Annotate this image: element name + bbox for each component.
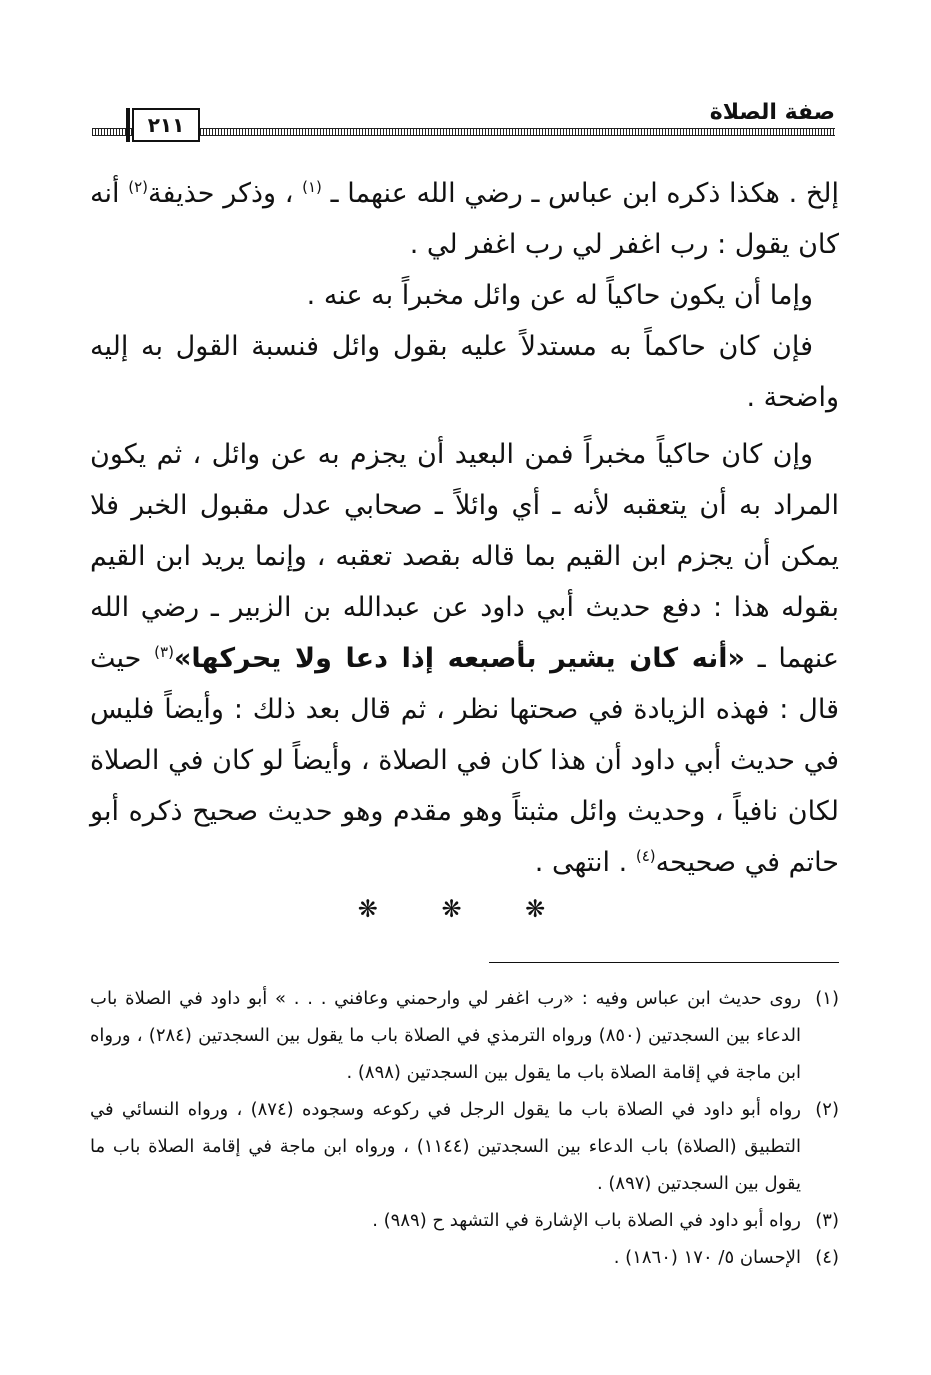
footnote-2 bbox=[90, 1091, 839, 1202]
text-run: إلخ . هكذا ذكره ابن عباس ـ رضي الله عنهما ـ bbox=[330, 178, 839, 209]
paragraph-2: وإما أن يكون حاكياً له عن وائل مخبراً به عنه . bbox=[306, 280, 813, 311]
header-rule bbox=[92, 128, 835, 136]
footnote-ref-3[interactable]: (٣) bbox=[154, 643, 174, 661]
footnote-1 bbox=[90, 980, 839, 1091]
footnote-text: رواه أبو داود في الصلاة باب ما يقول الرجل في ركوعه وسجوده (٨٧٤) ، ورواه النسائي في التطبيق (الصلاة) باب الدعاء بين السجدتين (١١٤٤) ، ورواه ابن ماجة في إقامة الصلاة باب ما يقول بين السجدتين (٨٩٧) . bbox=[90, 1099, 801, 1194]
running-header-title: صفة الصلاة bbox=[709, 100, 835, 125]
footnote-text: رواه أبو داود في الصلاة باب الإشارة في التشهد ح (٩٨٩) . bbox=[372, 1210, 801, 1231]
paragraph-1 bbox=[90, 168, 839, 270]
footnote-number: (٢) bbox=[815, 1099, 839, 1120]
text-run: ، وذكر حذيفة bbox=[147, 178, 294, 209]
text-run: . انتهى . bbox=[534, 847, 628, 878]
text-run: وإن كان حاكياً مخبراً فمن البعيد أن يجزم به عن وائل ، ثم يكون المراد به أن يتعقبه لأنه ـ أي وائلاً ـ صحابي عدل مقبول الخبر فلا يمكن أن يجزم ابن القيم بما قاله بقصد تعقبه ، وإنما يريد ابن القيم بقوله هذا : دفع حديث أبي داود عن عبدالله بن الزبير ـ رضي الله عنهما ـ bbox=[90, 439, 839, 674]
footnote-ref-2[interactable]: (٢) bbox=[128, 178, 148, 196]
footnote-ref-4[interactable]: (٤) bbox=[635, 847, 656, 865]
text-run: أنه كان يقول : رب اغفر لي رب اغفر لي . bbox=[90, 178, 839, 260]
footnote-number: (٣) bbox=[815, 1210, 839, 1231]
footnote-4 bbox=[90, 1239, 839, 1276]
footnote-number: (١) bbox=[815, 988, 839, 1009]
paragraph-4 bbox=[90, 429, 839, 888]
footnote-text: روى حديث ابن عباس وفيه : «رب اغفر لي وارحمني وعافني . . . » أبو داود في الصلاة باب الدعاء بين السجدتين (٨٥٠) ورواه الترمذي في الصلاة باب ما يقول بين السجدتين (٢٨٤) ، ورواه ابن ماجة في إقامة الصلاة باب ما يقول بين السجدتين (٨٩٨) . bbox=[90, 988, 801, 1083]
footnote-ref-1[interactable]: (١) bbox=[302, 178, 322, 196]
footnote-rule bbox=[489, 962, 839, 963]
paragraph-3: فإن كان حاكماً به مستدلاً عليه بقول وائل فنسبة القول به إليه واضحة . bbox=[90, 331, 839, 413]
main-text bbox=[90, 168, 839, 888]
section-separator: ❋ ❋ ❋ bbox=[357, 895, 574, 923]
footnote-text: الإحسان ٥/ ١٧٠ (١٨٦٠) . bbox=[613, 1247, 801, 1268]
hadith-quote: «أنه كان يشير بأصبعه إذا دعا ولا يحركها» bbox=[173, 643, 745, 674]
text-run: حيث قال : فهذه الزيادة في صحتها نظر ، ثم قال بعد ذلك : وأيضاً فليس في حديث أبي داود أن هذا كان في الصلاة ، وأيضاً لو كان في الصلاة لكان نافياً ، وحديث وائل مثبتاً وهو مقدم وهو حديث صحيح ذكره أبو حاتم في صحيحه bbox=[90, 643, 839, 878]
footnotes bbox=[90, 980, 839, 1276]
footnote-3 bbox=[90, 1202, 839, 1239]
page-number: ٢١١ bbox=[132, 108, 200, 142]
footnote-number: (٤) bbox=[815, 1247, 839, 1268]
